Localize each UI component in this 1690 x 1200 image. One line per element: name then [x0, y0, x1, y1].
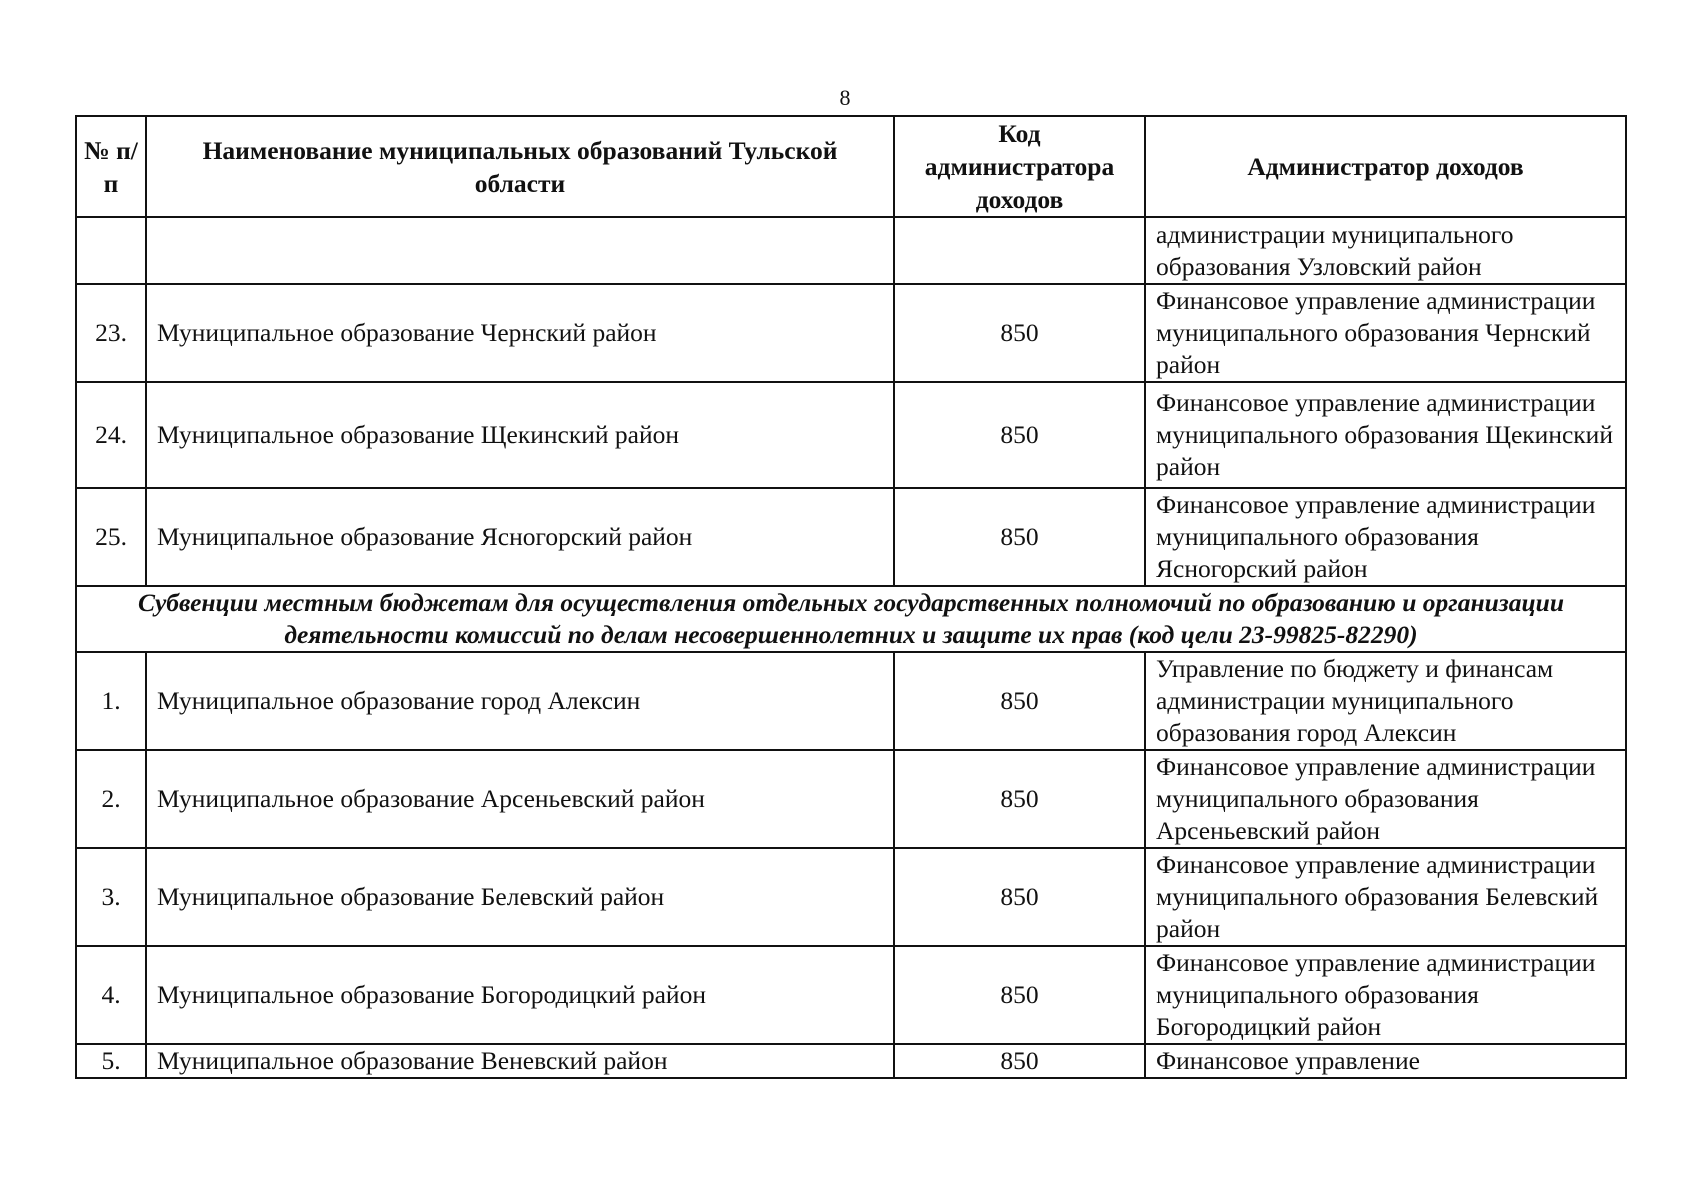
cell-admin: Финансовое управление администрации муниципального образования Ясногорский район — [1145, 488, 1626, 586]
cell-name — [146, 217, 894, 284]
cell-name: Муниципальное образование Белевский район — [146, 848, 894, 946]
cell-num: 25. — [76, 488, 146, 586]
cell-code: 850 — [894, 652, 1145, 750]
cell-num: 2. — [76, 750, 146, 848]
section-row — [76, 586, 1626, 652]
cell-num: 4. — [76, 946, 146, 1044]
cell-num: 24. — [76, 382, 146, 488]
table-row — [76, 488, 1626, 586]
rows-group-b — [76, 652, 1626, 1078]
cell-code: 850 — [894, 284, 1145, 382]
cell-code: 850 — [894, 488, 1145, 586]
table-row — [76, 382, 1626, 488]
cell-name: Муниципальное образование Чернский район — [146, 284, 894, 382]
header-code: Код администратора доходов — [894, 116, 1145, 217]
cell-admin: Управление по бюджету и финансам администрации муниципального образования город Алексин — [1145, 652, 1626, 750]
cell-name: Муниципальное образование Богородицкий район — [146, 946, 894, 1044]
rows-group-a — [76, 284, 1626, 586]
cell-num: 1. — [76, 652, 146, 750]
table-row — [76, 946, 1626, 1044]
cell-admin: Финансовое управление — [1145, 1044, 1626, 1078]
page-number: 8 — [839, 85, 851, 110]
cell-num — [76, 217, 146, 284]
cell-code: 850 — [894, 750, 1145, 848]
cell-code: 850 — [894, 848, 1145, 946]
cell-code: 850 — [894, 946, 1145, 1044]
cell-name: Муниципальное образование город Алексин — [146, 652, 894, 750]
table-row — [76, 1044, 1626, 1078]
cell-admin: Финансовое управление администрации муниципального образования Арсеньевский район — [1145, 750, 1626, 848]
continuation-row — [76, 217, 1626, 284]
cell-code — [894, 217, 1145, 284]
cell-name: Муниципальное образование Щекинский район — [146, 382, 894, 488]
cell-num: 23. — [76, 284, 146, 382]
header-num: № п/п — [76, 116, 146, 217]
cell-admin: Финансовое управление администрации муниципального образования Щекинский район — [1145, 382, 1626, 488]
table-row — [76, 652, 1626, 750]
table-row — [76, 284, 1626, 382]
cell-num: 5. — [76, 1044, 146, 1078]
section-title: Субвенции местным бюджетам для осуществления отдельных государственных полномочий по образованию и организации деятельности комиссий по делам несовершеннолетних и защите их прав (код цели 23-99825-82290) — [76, 586, 1626, 652]
cell-admin: Финансовое управление администрации муниципального образования Чернский район — [1145, 284, 1626, 382]
cell-num: 3. — [76, 848, 146, 946]
table-row — [76, 848, 1626, 946]
header-admin: Администратор доходов — [1145, 116, 1626, 217]
table-header-row — [76, 116, 1626, 217]
cell-name: Муниципальное образование Ясногорский район — [146, 488, 894, 586]
cell-code: 850 — [894, 1044, 1145, 1078]
cell-admin: администрации муниципального образования Узловский район — [1145, 217, 1626, 284]
header-name: Наименование муниципальных образований Тульской области — [146, 116, 894, 217]
revenue-administrators-table — [75, 115, 1627, 1079]
cell-admin: Финансовое управление администрации муниципального образования Богородицкий район — [1145, 946, 1626, 1044]
table-row — [76, 750, 1626, 848]
cell-name: Муниципальное образование Арсеньевский район — [146, 750, 894, 848]
cell-name: Муниципальное образование Веневский район — [146, 1044, 894, 1078]
cell-code: 850 — [894, 382, 1145, 488]
cell-admin: Финансовое управление администрации муниципального образования Белевский район — [1145, 848, 1626, 946]
